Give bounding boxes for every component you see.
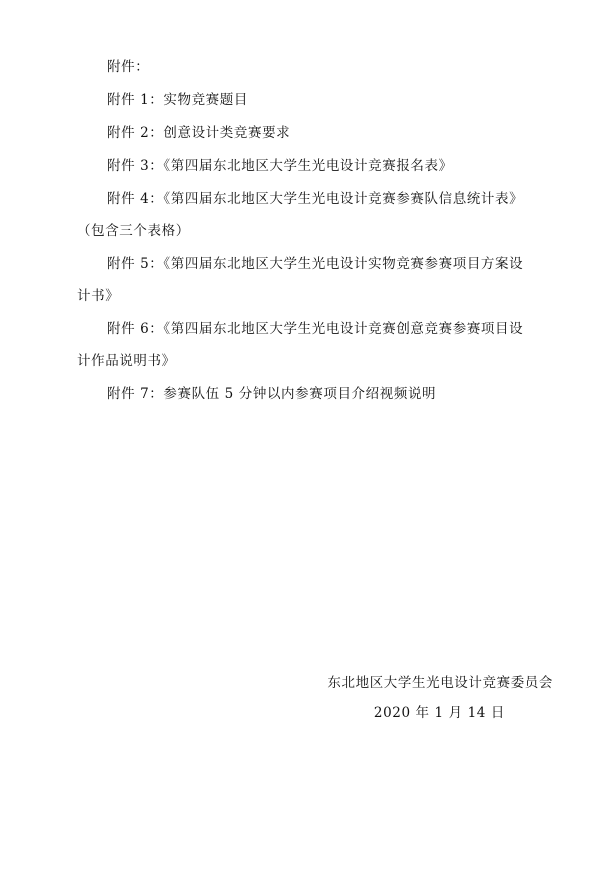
issuing-organization: 东北地区大学生光电设计竞赛委员会 xyxy=(327,675,553,691)
attachment-item-5: 附件 5：《第四届东北地区大学生光电设计实物竞赛参赛项目方案设 xyxy=(107,256,524,272)
attachment-item-3: 附件 3：《第四届东北地区大学生光电设计竞赛报名表》 xyxy=(107,158,453,174)
attachment-item-5-continuation: 计书》 xyxy=(77,288,120,304)
attachment-item-6-continuation: 计作品说明书》 xyxy=(77,353,176,369)
attachment-item-2: 附件 2：创意设计类竞赛要求 xyxy=(107,125,291,141)
attachments-heading: 附件： xyxy=(107,59,150,75)
attachment-item-4-continuation: （包含三个表格） xyxy=(77,223,190,239)
attachments-section xyxy=(77,58,547,403)
attachment-item-1: 附件 1：实物竞赛题目 xyxy=(107,92,248,108)
signature-block xyxy=(327,674,553,722)
issue-date: 2020 年 1 月 14 日 xyxy=(373,705,505,721)
attachment-item-7: 附件 7：参赛队伍 5 分钟以内参赛项目介绍视频说明 xyxy=(107,386,437,402)
attachment-item-6: 附件 6：《第四届东北地区大学生光电设计竞赛创意竞赛参赛项目设 xyxy=(107,321,524,337)
attachment-item-4: 附件 4：《第四届东北地区大学生光电设计竞赛参赛队信息统计表》 xyxy=(107,191,524,207)
